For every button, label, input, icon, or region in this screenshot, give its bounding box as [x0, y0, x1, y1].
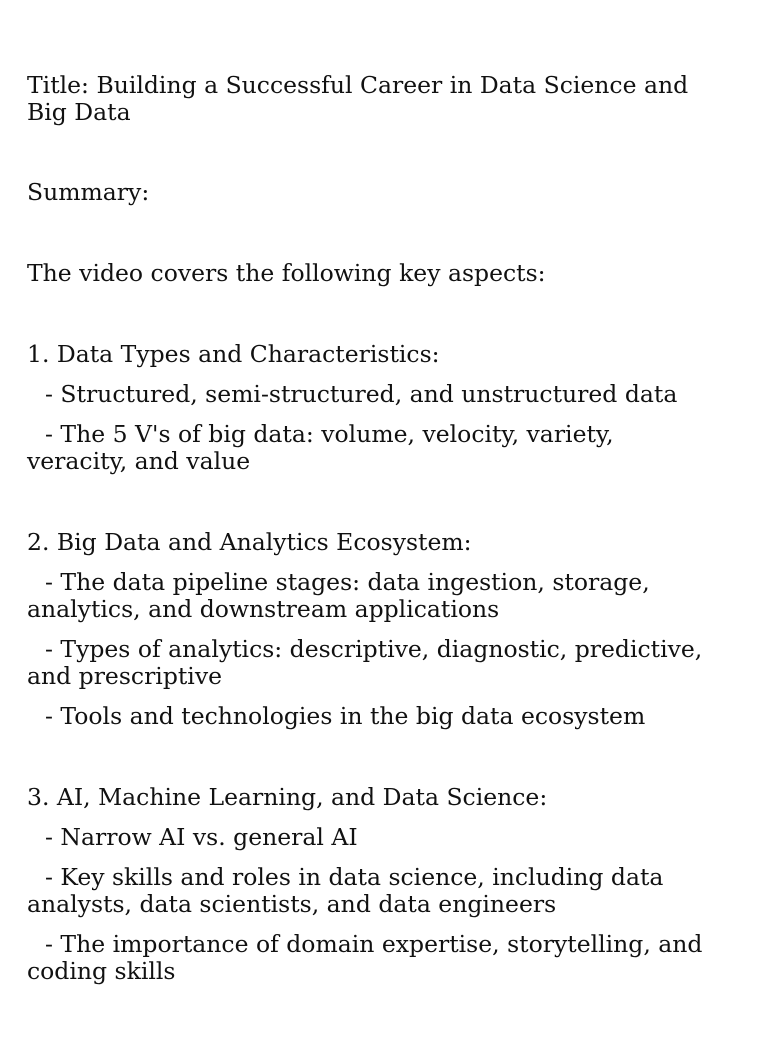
- document-body: [27, 72, 717, 1039]
- section-heading: 2. Big Data and Analytics Ecosystem:: [27, 528, 472, 556]
- bullet-item: - Narrow AI vs. general AI: [45, 823, 358, 851]
- bullet-item: - Key skills and roles in data science, including data analysts, data scientists, and data engineers: [27, 863, 664, 918]
- section-big-data-ecosystem: [27, 529, 717, 730]
- document-title: Title: Building a Successful Career in Data Science and Big Data: [27, 71, 689, 126]
- intro-text: The video covers the following key aspects:: [27, 259, 546, 287]
- bullet-item: - Types of analytics: descriptive, diagnostic, predictive, and prescriptive: [27, 635, 703, 690]
- section-ai-ml-data-science: [27, 784, 717, 985]
- section-data-types: [27, 341, 717, 475]
- summary-label: Summary:: [27, 178, 150, 206]
- section-heading: 3. AI, Machine Learning, and Data Science:: [27, 783, 548, 811]
- bullet-item: - Structured, semi-structured, and unstructured data: [45, 380, 678, 408]
- section-heading: 1. Data Types and Characteristics:: [27, 340, 440, 368]
- bullet-item: - Tools and technologies in the big data ecosystem: [45, 702, 646, 730]
- bullet-item: - The importance of domain expertise, storytelling, and coding skills: [27, 930, 703, 985]
- bullet-item: - The 5 V's of big data: volume, velocity, variety, veracity, and value: [27, 420, 614, 475]
- bullet-item: - The data pipeline stages: data ingestion, storage, analytics, and downstream applications: [27, 568, 650, 623]
